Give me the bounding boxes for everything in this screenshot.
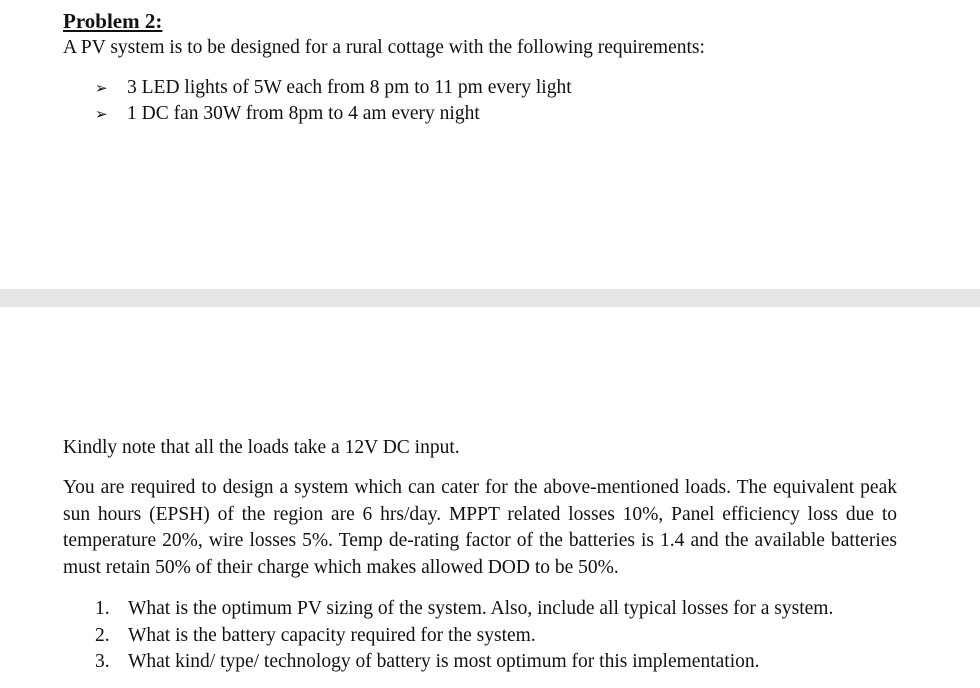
question-number: 2. xyxy=(95,624,110,646)
question-number: 1. xyxy=(95,598,110,619)
document-page-top xyxy=(0,0,980,289)
question-text: What kind/ type/ technology of battery is most optimum for this implementation. xyxy=(128,651,760,672)
list-item xyxy=(95,649,833,676)
question-text: What is the optimum PV sizing of the system. Also, include all typical losses for a system. xyxy=(128,598,834,619)
problem-intro: A PV system is to be designed for a rural cottage with the following requirements: xyxy=(63,37,705,58)
design-paragraph: You are required to design a system which can cater for the above-mentioned loads. The equivalent peak sun hours (EPSH) of the region are 6 hrs/day. MPPT related losses 10%, Panel efficiency loss due to temperature 20%, wire losses 5%. Temp de-rating factor of the batteries is 1.4 and the available batteries must retain 50% of their charge which makes allowed DOD to be 50%. xyxy=(63,477,897,578)
requirement-text: 3 LED lights of 5W each from 8 pm to 11 pm every light xyxy=(127,77,572,98)
list-item xyxy=(95,101,572,127)
question-number: 3. xyxy=(95,651,110,672)
arrow-bullet-icon: ➢ xyxy=(95,105,108,123)
requirements-list xyxy=(95,75,572,127)
list-item xyxy=(95,623,833,650)
arrow-bullet-icon: ➢ xyxy=(95,79,108,97)
list-item xyxy=(95,75,572,101)
list-item xyxy=(95,596,833,623)
requirement-text: 1 DC fan 30W from 8pm to 4 am every night xyxy=(127,103,480,124)
document-page-bottom xyxy=(0,307,980,688)
questions-list xyxy=(95,596,833,676)
page-separator xyxy=(0,289,980,307)
problem-title: Problem 2: xyxy=(63,9,163,33)
input-note: Kindly note that all the loads take a 12V DC input. xyxy=(63,437,460,458)
question-text: What is the battery capacity required for the system. xyxy=(128,624,536,646)
